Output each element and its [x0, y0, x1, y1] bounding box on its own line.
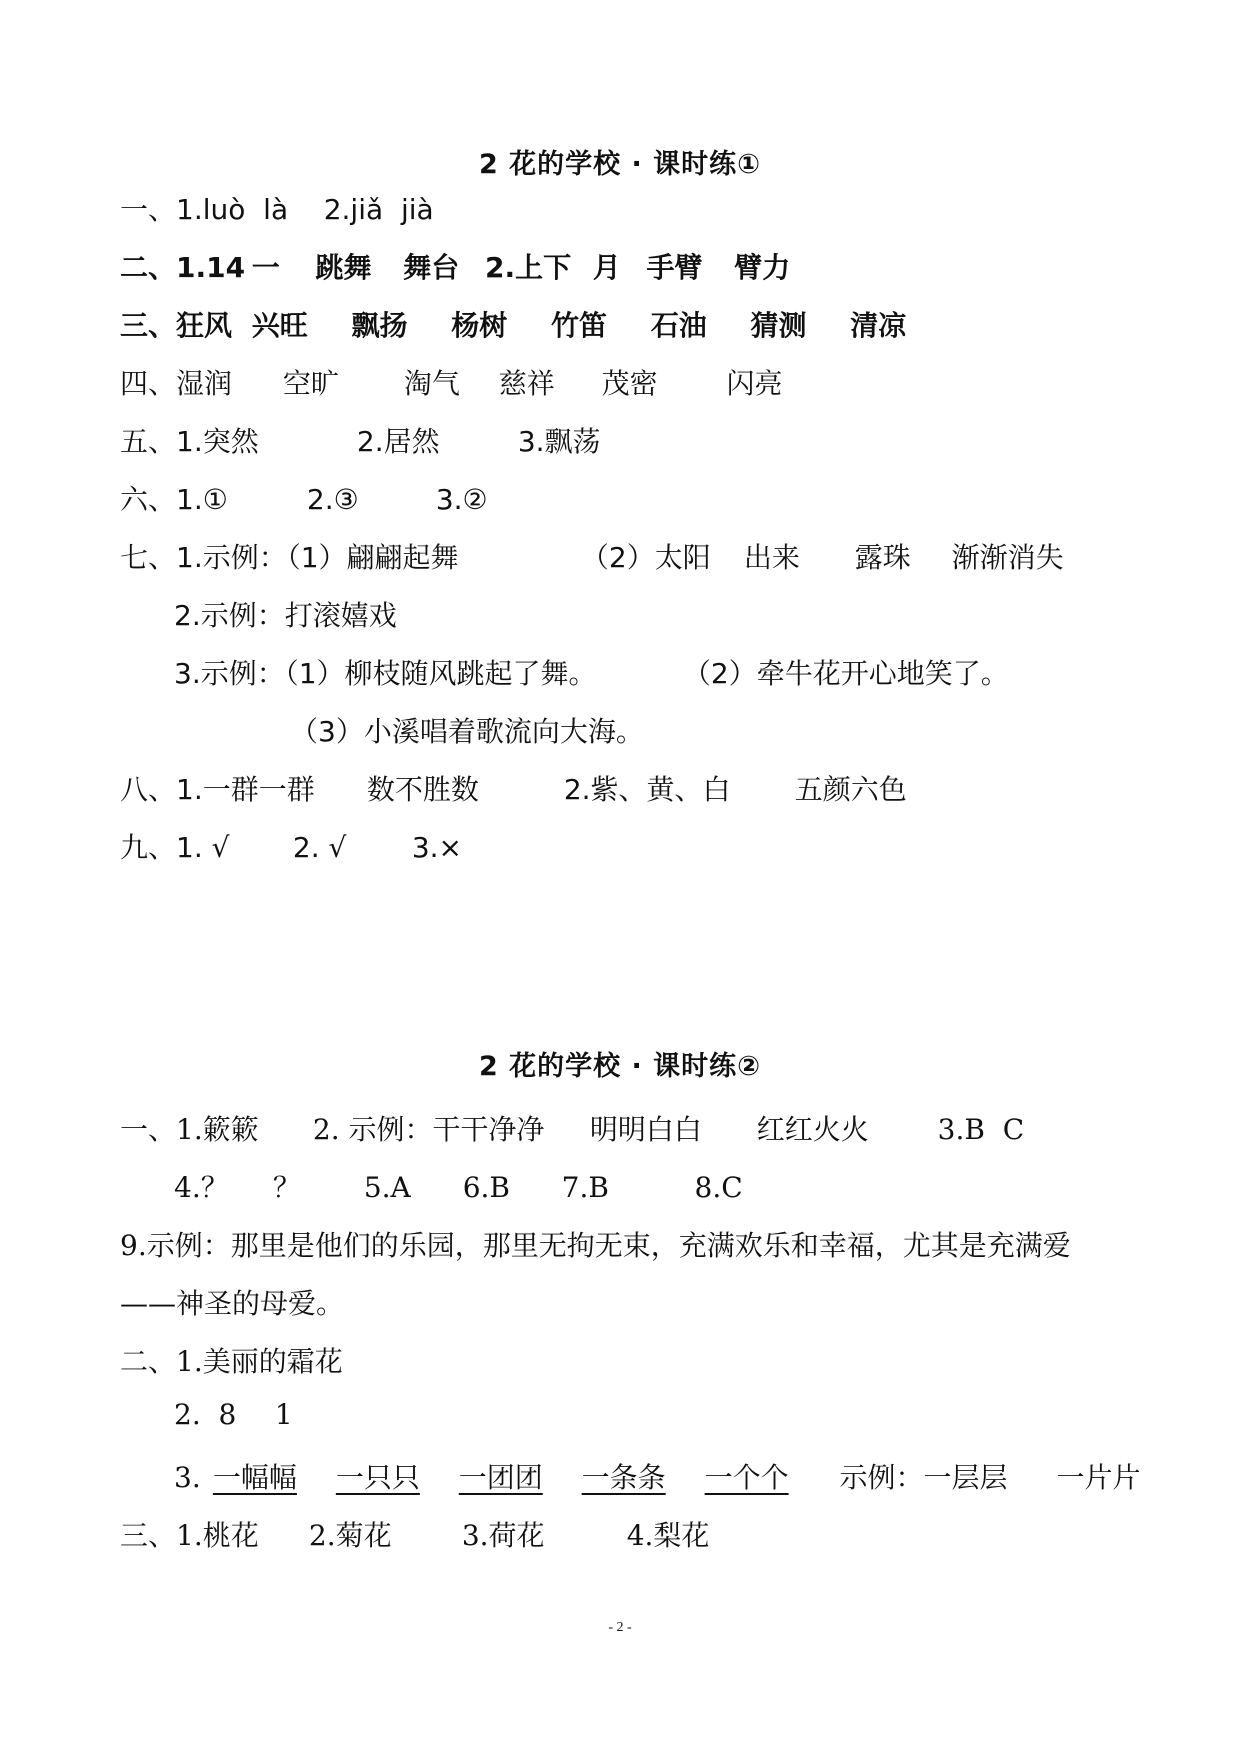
answer-text: 一幅幅	[212, 1461, 297, 1494]
answer-text: 1	[274, 1398, 293, 1431]
answer-row-2-4	[120, 1282, 344, 1322]
answer-text: （2）太阳	[580, 541, 711, 574]
answer-text: 三、1.桃花	[120, 1519, 259, 1552]
answer-text: 七、1.示例：（1）翩翩起舞	[120, 541, 459, 574]
answer-text: 3.②	[435, 483, 488, 516]
answer-text: 一团团	[458, 1461, 543, 1494]
answer-text: 一、1.簌簌	[120, 1113, 259, 1146]
answer-row-1-1	[120, 188, 434, 228]
answer-text: 5.A	[363, 1171, 411, 1204]
answer-text: 茂密	[601, 367, 658, 400]
answer-row-1-10	[290, 710, 644, 750]
answer-text: 一条条	[581, 1461, 666, 1494]
answer-text: 2.菊花	[308, 1519, 392, 1552]
answer-row-1-3	[120, 304, 906, 344]
answer-text: 3.B C	[937, 1113, 1025, 1146]
answer-text: 4.？	[174, 1171, 229, 1204]
answer-row-1-8	[174, 594, 397, 634]
answer-row-2-6	[174, 1398, 293, 1431]
answer-text: 6.B	[462, 1171, 511, 1204]
answer-row-2-3	[120, 1224, 1071, 1264]
answer-text: 跳舞	[315, 251, 372, 284]
answer-text: 3.荷花	[461, 1519, 545, 1552]
answer-text: 3.飘荡	[517, 425, 601, 458]
answer-text: 4.梨花	[626, 1519, 710, 1552]
answer-text: 2.③	[306, 483, 359, 516]
answer-text: 石油	[650, 309, 707, 342]
answer-text: 明明白白	[589, 1113, 702, 1146]
answer-text: 臂力	[734, 251, 791, 284]
answer-text: 2.居然	[356, 425, 440, 458]
answer-text: 2. 8	[174, 1398, 237, 1431]
answer-text: 7.B	[561, 1171, 609, 1204]
answer-text: 8.C	[694, 1171, 743, 1204]
answer-text: 猜测	[750, 309, 807, 342]
answer-row-2-2	[174, 1166, 743, 1206]
answer-text: 出来	[743, 541, 800, 574]
answer-text: 慈祥	[498, 367, 555, 400]
answer-text: 一只只	[335, 1461, 420, 1494]
answer-text: 闪亮	[726, 367, 783, 400]
answer-text: 淘气	[403, 367, 460, 400]
answer-text: 舞台	[403, 251, 460, 284]
answer-text: 一个个	[704, 1461, 789, 1494]
answer-text: 二、1.14	[120, 251, 246, 284]
answer-text: 3.	[174, 1461, 201, 1494]
answer-text: 四、湿润	[120, 367, 233, 400]
answer-text: 露珠	[854, 541, 911, 574]
answer-text: 兴旺	[251, 309, 308, 342]
answer-text: ——神圣的母爱。	[120, 1287, 345, 1320]
answer-text: 九、1. √	[120, 831, 230, 864]
answer-text: ？	[272, 1171, 301, 1204]
answer-row-2-1	[120, 1108, 1024, 1148]
answer-row-2-8	[120, 1514, 709, 1554]
answer-text: 2.示例：打滚嬉戏	[174, 599, 397, 632]
page-number: - 2 -	[608, 1620, 632, 1635]
answer-text: 渐渐消失	[951, 541, 1064, 574]
section1-title: 2 花的学校 · 课时练①	[478, 149, 762, 180]
answer-text: 五颜六色	[794, 773, 907, 806]
answer-text: 2. 示例：干干净净	[312, 1113, 545, 1146]
answer-text: 二、1.美丽的霜花	[120, 1345, 343, 1378]
answer-row-1-9	[174, 652, 1009, 692]
answer-row-1-4	[120, 362, 783, 402]
answer-text: （2）牵牛花开心地笑了。	[682, 657, 1009, 690]
answer-text: 红红火火	[756, 1113, 869, 1146]
answer-text: 2. √	[292, 831, 347, 864]
answer-text: 八、1.一群一群	[120, 773, 315, 806]
answer-row-2-7	[174, 1456, 1140, 1496]
answer-text: 3.×	[411, 831, 462, 864]
answer-text: （3）小溪唱着歌流向大海。	[290, 715, 644, 748]
answer-text: 五、1.突然	[120, 425, 259, 458]
answer-row-2-5	[120, 1340, 343, 1380]
section2-title: 2 花的学校 · 课时练②	[478, 1051, 762, 1082]
answer-text: 一片片	[1056, 1461, 1141, 1494]
answer-text: 竹笛	[551, 309, 608, 342]
answer-text: 示例：一层层	[839, 1461, 1008, 1494]
answer-row-1-12	[120, 826, 462, 866]
answer-text: 9.示例：那里是他们的乐园，那里无拘无束，充满欢乐和幸福，尤其是充满爱	[120, 1229, 1071, 1262]
answer-text: 月	[592, 251, 621, 284]
answer-text: 数不胜数	[366, 773, 479, 806]
answer-text: 手臂	[646, 251, 703, 284]
answer-text: 一	[251, 251, 280, 284]
answer-row-1-6	[120, 478, 488, 518]
answer-text: 飘扬	[351, 309, 408, 342]
answer-row-1-11	[120, 768, 907, 808]
answer-text: 3.示例：（1）柳枝随风跳起了舞。	[174, 657, 597, 690]
answer-text: 清凉	[850, 309, 907, 342]
answer-text: 空旷	[282, 367, 339, 400]
answer-text: 一、1.luò là 2.jiǎ jià	[120, 193, 434, 226]
answer-row-1-2	[120, 246, 790, 286]
answer-row-1-5	[120, 420, 601, 460]
answer-text: 六、1.①	[120, 483, 228, 516]
answer-text: 2.上下	[485, 251, 572, 284]
answer-row-1-7	[120, 536, 1064, 576]
answer-text: 三、狂风	[120, 309, 233, 342]
answer-text: 杨树	[451, 309, 508, 342]
answer-text: 2.紫、黄、白	[563, 773, 731, 806]
